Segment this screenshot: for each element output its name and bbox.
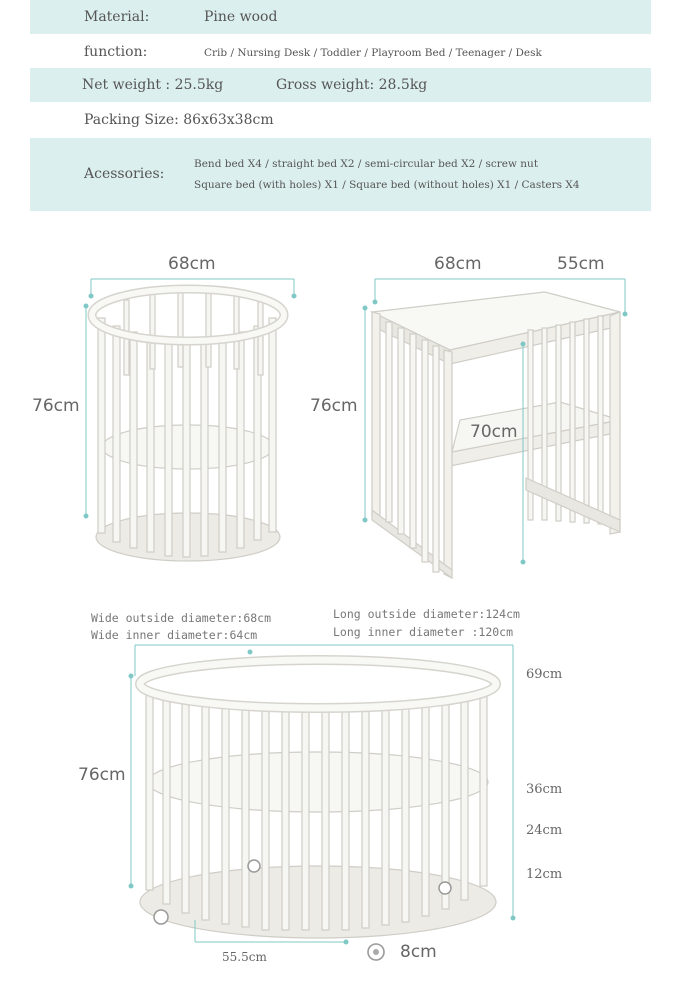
oval-bottom-width: 55.5cm [222,950,267,964]
round-crib-width: 68cm [168,254,216,274]
round-crib-height: 76cm [32,396,80,416]
gross-weight: Gross weight: 28.5kg [276,77,428,93]
desk-height: 76cm [310,396,358,416]
long-inner-diameter: Long inner diameter :120cm [333,625,514,639]
desk-width: 68cm [434,254,482,274]
oval-crib-height: 76cm [78,765,126,785]
accessories-label: Acessories: [84,166,165,182]
wide-outside-diameter: Wide outside diameter:68cm [91,611,272,625]
wide-inner-diameter: Wide inner diameter:64cm [91,628,258,642]
round-crib-image [92,289,284,561]
accessories-line-1: Bend bed X4 / straight bed X2 / semi-circular bed X2 / screw nut [194,158,539,170]
oval-crib-image [140,660,496,960]
oval-height-24: 24cm [526,823,563,838]
net-weight: Net weight : 25.5kg [82,77,224,93]
desk-inner-height: 70cm [470,422,518,442]
caster-size: 8cm [400,942,437,962]
oval-height-12: 12cm [526,867,563,882]
function-label: function: [84,44,148,60]
packing-size: Packing Size: 86x63x38cm [84,112,274,128]
long-outside-diameter: Long outside diameter:124cm [333,607,520,621]
desk-depth: 55cm [557,254,605,274]
oval-height-36: 36cm [526,782,563,797]
oval-height-69: 69cm [526,667,563,682]
accessories-line-2: Square bed (with holes) X1 / Square bed (without holes) X1 / Casters X4 [194,179,580,191]
material-value: Pine wood [204,9,278,25]
function-value: Crib / Nursing Desk / Toddler / Playroom Bed / Teenager / Desk [204,47,542,59]
material-label: Material: [84,9,150,25]
